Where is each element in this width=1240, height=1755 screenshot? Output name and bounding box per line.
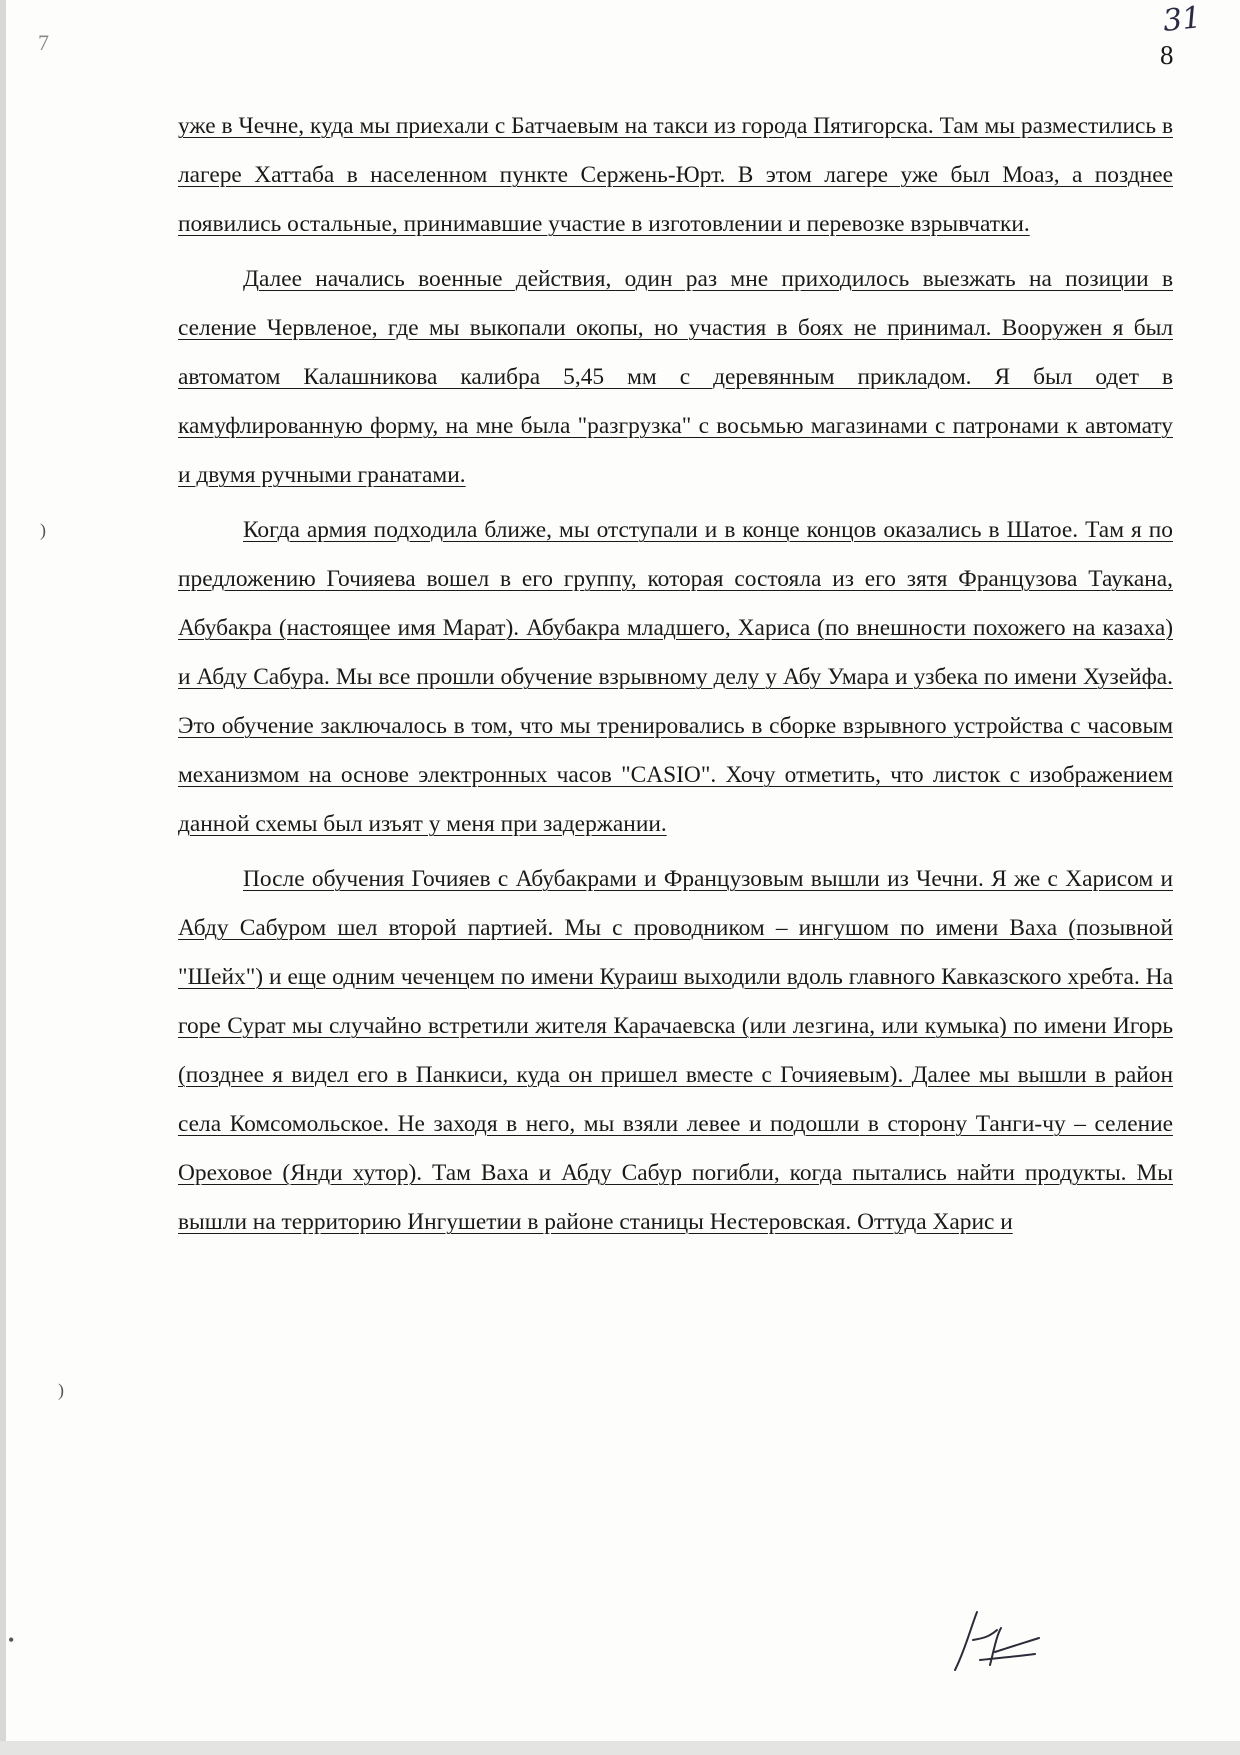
paragraph-4: После обучения Гочияев с Абубакрами и Французовым вышли из Чечни. Я же с Харисом и Абду Сабуром шел второй партией. Мы с проводником – ингушом по имени Ваха (позывной "Шейх") и еще одним чеченцем по имени Кураиш выходили вдоль главного Кавказского хребта. На горе Сурат мы случайно встретили жителя Карачаевска (или лезгина, или кумыка) по имени Игорь (позднее я видел его в Панкиси, куда он пришел вместе с Гочияевым). Далее мы вышли в район села Комсомольское. Не заходя в него, мы взяли левее и подошли в сторону Танги-чу – селение Ореховое (Янди хутор). Там Ваха и Абду Сабур погибли, когда пытались найти продукты. Мы вышли на территорию Ингушетии в районе станицы Нестеровская. Оттуда Харис и bbox=[178, 866, 1173, 1235]
paragraph-2: Далее начались военные действия, один раз мне приходилось выезжать на позиции в селение Червленое, где мы выкопали окопы, но участия в боях не принимал. Вооружен я был автоматом Калашникова калибра 5,45 мм с деревянным прикладом. Я был одет в камуфлированную форму, на мне была "разгрузка" с восьмью магазинами с патронами к автомату и двумя ручными гранатами. bbox=[178, 266, 1173, 488]
scan-left-edge bbox=[0, 0, 6, 1755]
signature bbox=[935, 1600, 1045, 1680]
scan-speck: • bbox=[8, 1630, 15, 1650]
archive-page-number: 31 bbox=[1161, 0, 1203, 39]
scan-bottom-edge bbox=[0, 1741, 1240, 1755]
paragraph-1: уже в Чечне, куда мы приехали с Батчаевым на такси из города Пятигорска. Там мы разместились в лагере Хаттаба в населенном пункте Сержень-Юрт. В этом лагере уже был Моаз, а позднее появились остальные, принимавшие участие в изготовлении и перевозке взрывчатки. bbox=[178, 113, 1173, 237]
scan-speck: ) bbox=[58, 1380, 64, 1400]
corner-mark: 7 bbox=[38, 30, 49, 55]
page-number: 8 bbox=[1160, 40, 1174, 70]
scan-speck: ) bbox=[40, 520, 46, 540]
paragraph-3: Когда армия подходила ближе, мы отступали и в конце концов оказались в Шатое. Там я по предложению Гочияева вошел в его группу, которая состояла из его зятя Французова Таукана, Абубакра (настоящее имя Марат). Абубакра младшего, Хариса (по внешности похожего на казаха) и Абду Сабура. Мы все прошли обучение взрывному делу у Абу Умара и узбека по имени Хузейфа. Это обучение заключалось в том, что мы тренировались в сборке взрывного устройства с часовым механизмом на основе электронных часов "CASIO". Хочу отметить, что листок с изображением данной схемы был изъят у меня при задержании. bbox=[178, 517, 1173, 837]
document-body bbox=[178, 102, 1173, 1247]
